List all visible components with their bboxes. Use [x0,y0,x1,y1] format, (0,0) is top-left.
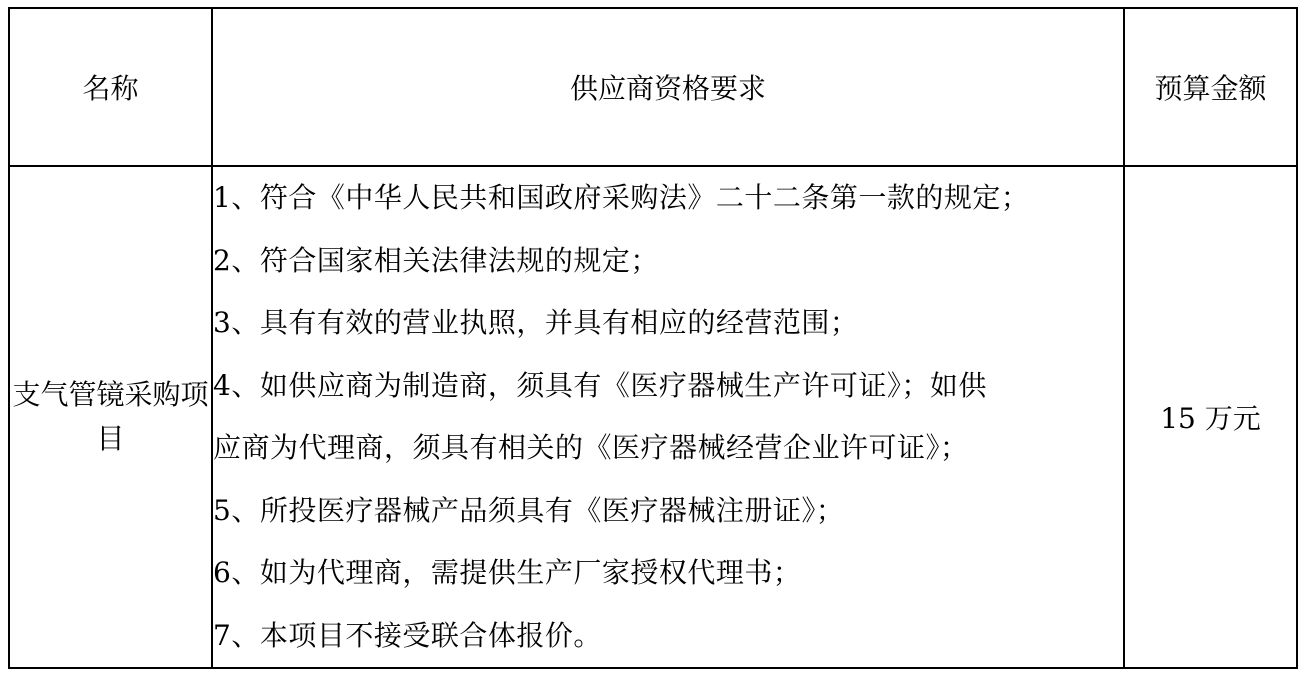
requirement-line-2: 2、符合国家相关法律法规的规定； [213,243,659,277]
header-name: 名称 [9,8,212,166]
header-requirements: 供应商资格要求 [212,8,1124,166]
requirement-line-3: 3、具有有效的营业执照，并具有相应的经营范围； [213,306,859,339]
table-row [9,166,1297,668]
requirement-line-4: 4、如供应商为制造商，须具有《医疗器械生产许可证》；如供 [213,368,987,402]
header-row [9,8,1297,166]
project-name: 支气管镜采购项目 [9,166,212,668]
requirements-cell [212,166,1124,668]
requirement-line-5: 5、所投医疗器械产品须具有《医疗器械注册证》； [213,493,845,527]
requirement-line-1: 1、符合《中华人民共和国政府采购法》二十二条第一款的规定； [213,181,1030,214]
supplier-requirements-table [8,7,1298,669]
requirement-line-7: 7、本项目不接受联合体报价。 [213,618,602,652]
requirement-line-4-cont: 应商为代理商，须具有相关的《医疗器械经营企业许可证》； [213,431,969,464]
requirement-line-6: 6、如为代理商，需提供生产厂家授权代理书； [213,556,802,589]
header-budget: 预算金额 [1124,8,1297,166]
budget-amount: 15 万元 [1124,166,1297,668]
